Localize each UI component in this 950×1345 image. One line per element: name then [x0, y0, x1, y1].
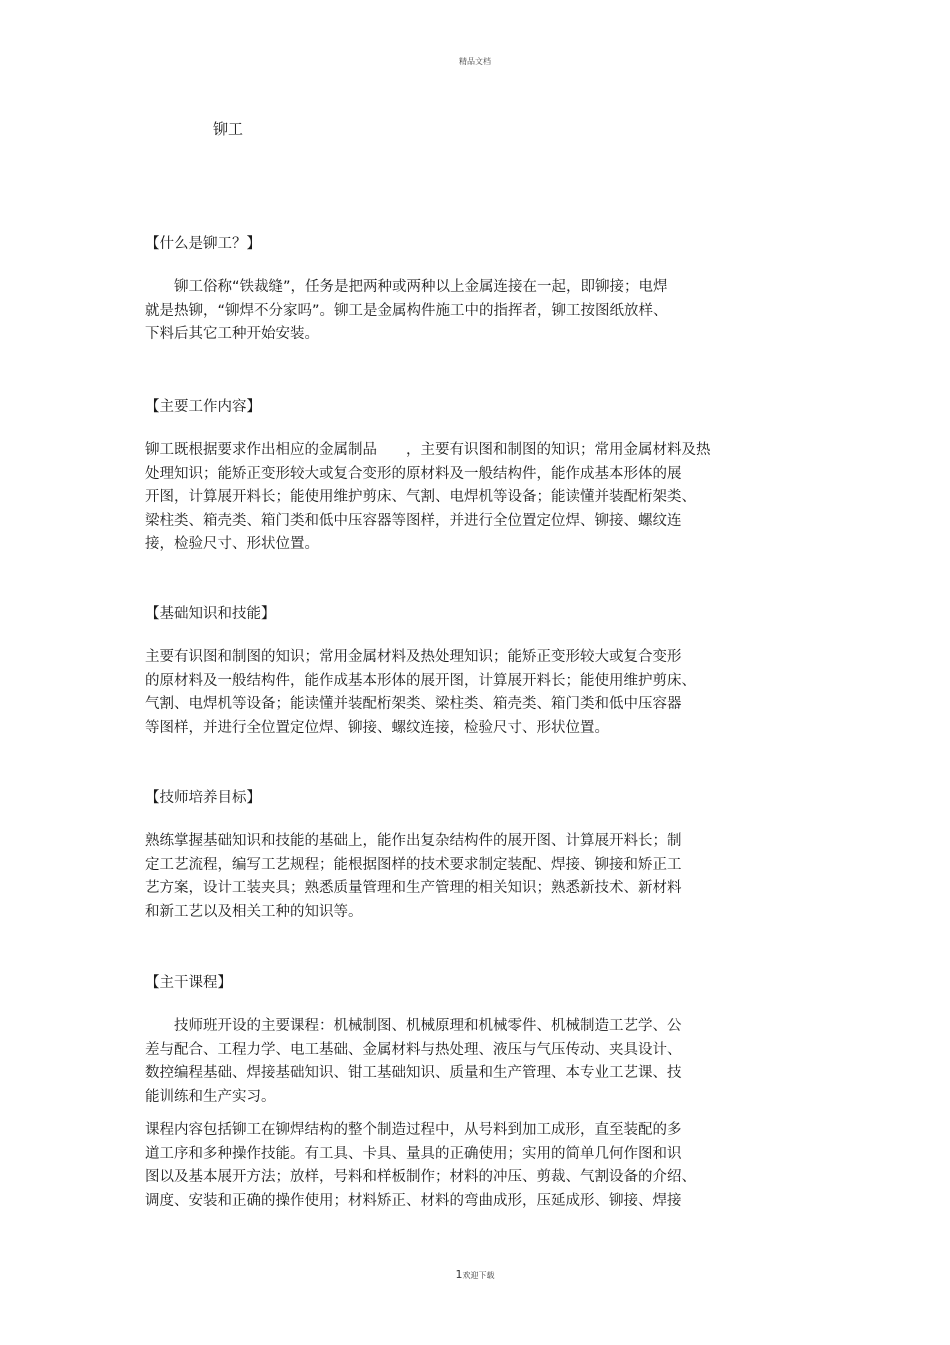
section-paragraph: 课程内容包括铆工在铆焊结构的整个制造过程中，从号料到加工成形，直至装配的多 道工序和多种操作技能。有工具、卡具、量具的正确使用；实用的简单几何作图和识 图以及基本展开方法；放样，号料和样板制作；材料的冲压、剪裁、气割设备的介绍、 调度、安装和正确的操作使用；材料矫正、材料的弯曲成形，压延成形、铆接、焊接 — [145, 1122, 696, 1209]
section-technician-goals — [145, 788, 775, 924]
section-heading: 【技师培养目标】 — [145, 790, 261, 806]
section-paragraph: 技师班开设的主要课程：机械制图、机械原理和机械零件、机械制造工艺学、公 差与配合、工程力学、电工基础、金属材料与热处理、液压与气压传动、夹具设计、 数控编程基础、焊接基础知识、钳工基础知识、质量和生产管理、本专业工艺课、技 能训练和生产实习。 — [145, 1018, 682, 1105]
footer-text: 欢迎下载 — [462, 1271, 495, 1280]
section-what-is-riveter — [145, 234, 775, 347]
section-main-work — [145, 397, 775, 557]
section-paragraph: 主要有识图和制图的知识；常用金属材料及热处理知识；能矫正变形较大或复合变形 的原材料及一般结构件，能作成基本形体的展开图，计算展开料长；能使用维护剪床、 气割、电焊机等设备；能读懂并装配桁架类、梁柱类、箱壳类、箱门类和低中压容器 等图样，并进行全位置定位焊、铆接、螺纹连接，检验尺寸、形状位置。 — [145, 649, 696, 736]
section-paragraph: 熟练掌握基础知识和技能的基础上，能作出复杂结构件的展开图、计算展开料长；制 定工艺流程，编写工艺规程；能根据图样的技术要求制定装配、焊接、铆接和矫正工 艺方案，设计工装夹具；熟悉质量管理和生产管理的相关知识；熟悉新技术、新材料 和新工艺以及相关工种的知识等。 — [145, 833, 682, 920]
section-heading: 【主要工作内容】 — [145, 399, 261, 415]
page-header: 精品文档 — [459, 57, 491, 66]
section-main-courses — [145, 973, 775, 1213]
section-paragraph: 铆工俗称“铁裁缝”，任务是把两种或两种以上金属连接在一起，即铆接；电焊 就是热铆，“铆焊不分家吗”。铆工是金属构件施工中的指挥者，铆工按图纸放样、 下料后其它工种开始安装。 — [145, 279, 668, 342]
section-basic-knowledge — [145, 604, 775, 740]
section-heading: 【基础知识和技能】 — [145, 606, 276, 622]
section-heading: 【主干课程】 — [145, 975, 232, 991]
section-paragraph: 铆工既根据要求作出相应的金属制品 ，主要有识图和制图的知识；常用金属材料及热 处理知识；能矫正变形较大或复合变形的原材料及一般结构件，能作成基本形体的展 开图，计算展开料长；能使用维护剪床、气割、电焊机等设备；能读懂并装配桁架类、 梁柱类、箱壳类、箱门类和低中压容器等图样，并进行全位置定位焊、铆接、螺纹连 接，检验尺寸、形状位置。 — [145, 442, 711, 552]
section-heading: 【什么是铆工？】 — [145, 236, 261, 252]
page-footer — [0, 1268, 950, 1281]
document-title: 铆工 — [213, 120, 244, 138]
page-number: 1 — [455, 1268, 463, 1281]
